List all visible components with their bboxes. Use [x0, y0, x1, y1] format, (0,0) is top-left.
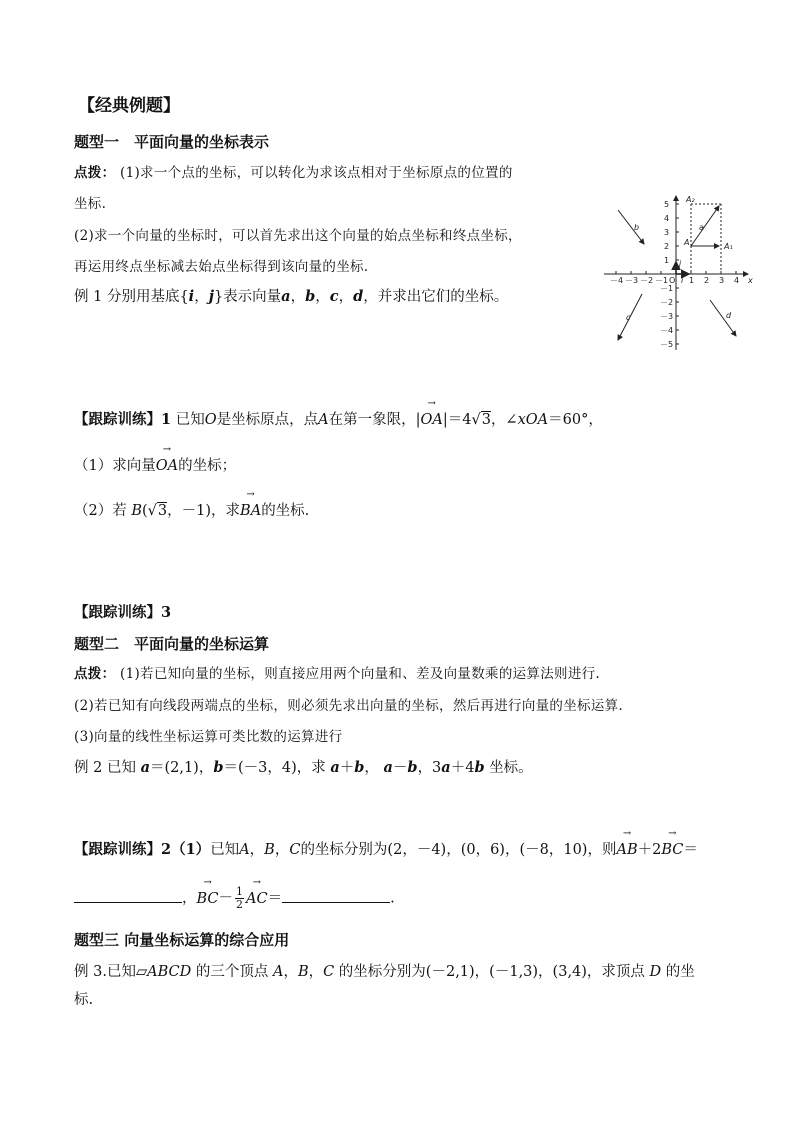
vector-a-label: a [699, 223, 704, 232]
section1-tip-line3: (2)求一个向量的坐标时，可以首先求出这个向量的始点坐标和终点坐标， [74, 228, 522, 244]
point-A2-label: A₂ [686, 195, 695, 204]
section2-title: 题型二 平面向量的坐标运算 [74, 635, 270, 653]
vector-c-label: c [626, 313, 631, 322]
section3-title: 题型三 向量坐标运算的综合应用 [74, 931, 290, 949]
x-tick-label: 1 [689, 276, 695, 285]
x-tick-label: －3 [625, 276, 639, 285]
section2-tip-line1: 点拨： (1)若已知向量的坐标，则直接应用两个向量和、差及向量数乘的运算法则进行. [74, 666, 601, 682]
coordinate-figure [598, 190, 758, 358]
x-axis-label: x [748, 276, 753, 285]
x-tick-label: 3 [719, 276, 725, 285]
answer-blank-2[interactable] [282, 888, 390, 903]
track2-stem: 【跟踪训练】2（1）已知A，B，C的坐标分别为(2，－4)，(0，6)，(－8，10)，则→ AB＋2→ BC＝ [74, 840, 698, 860]
track1-q1: （1）求向量→ OA的坐标； [74, 456, 236, 476]
answer-blank-1[interactable] [74, 888, 182, 903]
y-tick-label: 4 [664, 214, 670, 223]
y-tick-label: 5 [664, 200, 670, 209]
vector-b [618, 210, 644, 244]
y-tick-label: 3 [664, 228, 670, 237]
section1-title: 题型一 平面向量的坐标表示 [74, 133, 270, 151]
section1-tip-line4: 再运用终点坐标减去始点坐标得到该向量的坐标. [74, 259, 369, 275]
y-tick-label: －2 [660, 298, 674, 307]
x-tick-label: －2 [640, 276, 654, 285]
y-tick-label: －4 [660, 326, 674, 335]
y-tick-label: －5 [660, 340, 674, 349]
vector-d-label: d [726, 311, 732, 320]
example3-line2: 标. [74, 992, 94, 1008]
x-tick-label: 2 [704, 276, 710, 285]
section1-tip-line1: 点拨： (1)求一个点的坐标，可以转化为求该点相对于坐标原点的位置的 [74, 165, 513, 181]
unit-j-label: j [679, 259, 682, 268]
x-tick-label: －1 [655, 276, 669, 285]
origin-label: O [669, 276, 676, 285]
vector-a [691, 206, 719, 246]
section-heading: 【经典例题】 [78, 96, 180, 116]
unit-i-label: i [681, 276, 684, 285]
vector-b-label: b [634, 223, 640, 232]
y-tick-label: －3 [660, 312, 674, 321]
x-tick-label: 4 [734, 276, 740, 285]
section2-tip-line3: (3)向量的线性坐标运算可类比数的运算进行 [74, 729, 343, 745]
x-tick-label: －4 [610, 276, 624, 285]
vector-d [710, 300, 736, 336]
y-tick-label: －1 [660, 284, 674, 293]
section2-tip-line2: (2)若已知有向线段两端点的坐标，则必须先求出向量的坐标，然后再进行向量的坐标运算. [74, 698, 624, 714]
y-tick-label: 2 [664, 242, 670, 251]
track1-q2: （2）若 B(√3，－1)，求→ BA的坐标. [74, 501, 309, 521]
y-tick-label: 1 [664, 256, 670, 265]
point-A1-label: A₁ [724, 242, 733, 251]
track2-answer-line: ，→ BC－ $\frac{1}{2}$ → AC＝ . [74, 886, 395, 911]
point-A-label: A [684, 238, 690, 247]
track3-label: 【跟踪训练】3 [74, 604, 172, 621]
fraction-one-half: $\frac{1}{2}$ [236, 885, 244, 911]
section1-tip-line2: 坐标. [74, 196, 107, 212]
example1: 例 1 分别用基底{i，j}表示向量a，b，c，d，并求出它们的坐标。 [74, 288, 509, 305]
example2: 例 2 已知 a＝(2,1)，b＝(－3，4)，求 a＋b， a－b，3a＋4b 坐标。 [74, 759, 533, 776]
track1-stem: 【跟踪训练】1 已知O是坐标原点，点A在第一象限，|→ OA|＝4√3，∠xOA＝60°， [74, 410, 603, 430]
example3-line1: 例 3.已知▱ABCD 的三个顶点 A，B，C 的坐标分别为(－2,1)，(－1,3)，(3,4)，求顶点 D 的坐 [74, 964, 695, 980]
